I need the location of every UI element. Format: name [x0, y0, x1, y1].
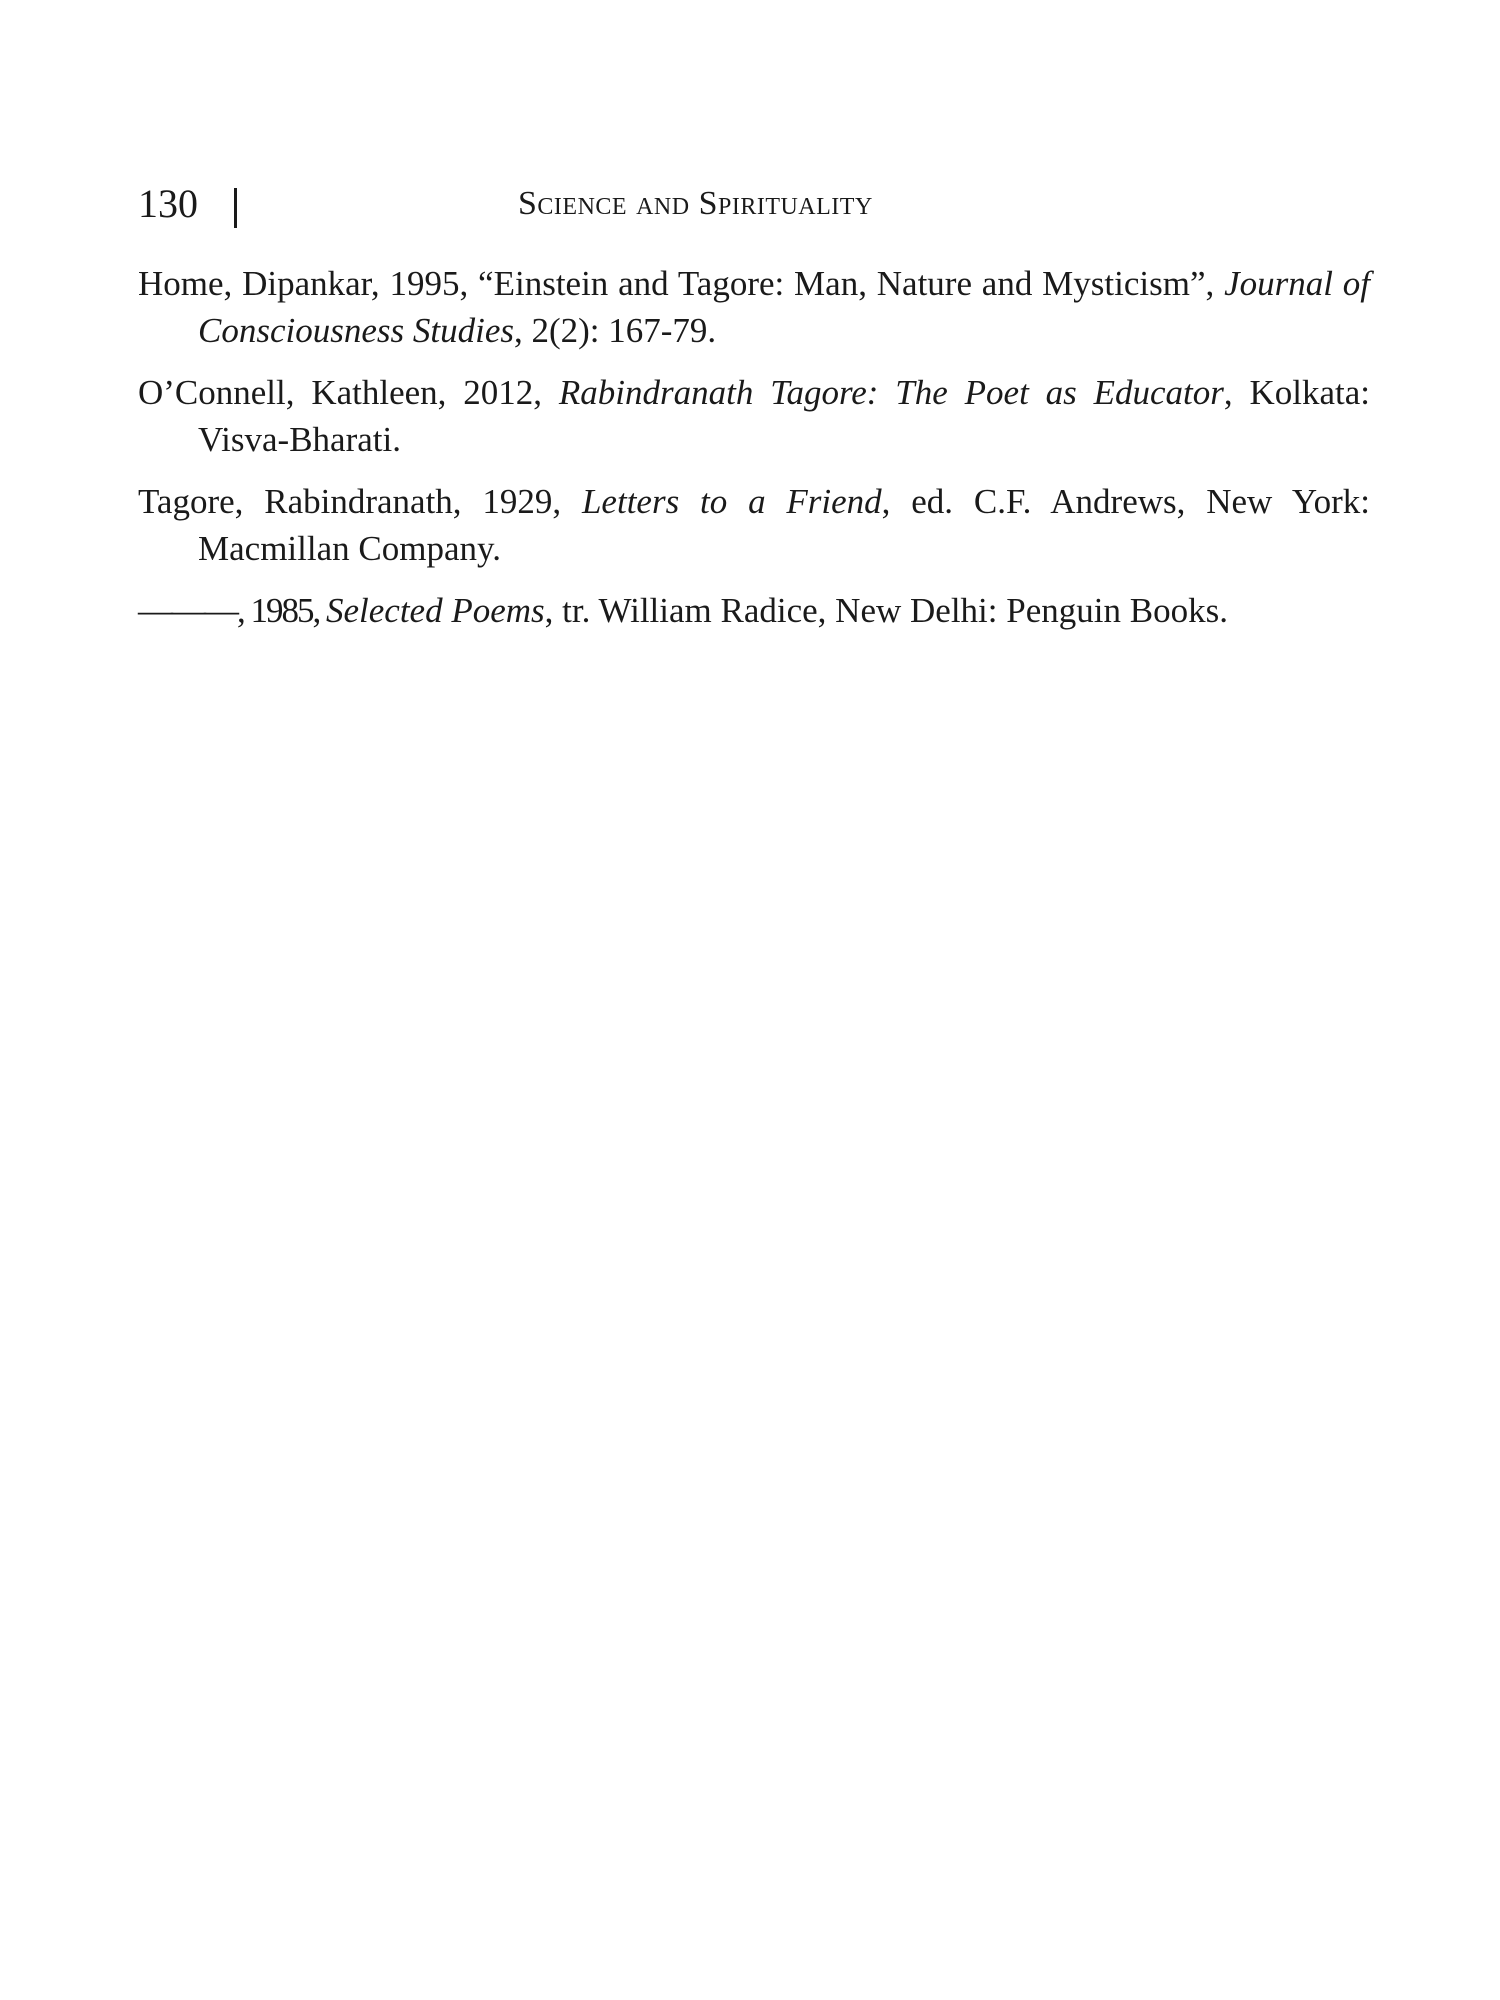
reference-entry [138, 260, 1370, 354]
reference-title: Rabindranath Tagore: The Poet as Educator [558, 373, 1224, 412]
reference-list [138, 260, 1370, 649]
reference-tail: , tr. William Radice, New Delhi: Penguin Books. [544, 591, 1228, 630]
reference-tail: , 2(2): 167-79. [513, 311, 717, 350]
page-number: 130 [138, 181, 198, 226]
reference-entry [138, 478, 1370, 572]
reference-lead: Tagore, Rabindranath, 1929, [138, 482, 582, 521]
reference-entry [138, 369, 1370, 463]
reference-lead: O’Connell, Kathleen, 2012, [138, 373, 559, 412]
header-divider [234, 188, 237, 228]
reference-tail: , Kolkata: Visva-Bharati. [198, 373, 1370, 459]
reference-lead: Home, Dipankar, 1995, “Einstein and Tagore: Man, Nature and Mysticism”, [138, 264, 1225, 303]
reference-entry [138, 587, 1370, 634]
running-title: Science and Spirituality [518, 185, 873, 222]
reference-title: Journal of Consciousness Studies [198, 264, 1370, 350]
reference-lead: ———, 1985, [138, 591, 326, 630]
reference-title: Selected Poems [326, 591, 545, 630]
reference-tail: , ed. C.F. Andrews, New York: Macmillan Company. [198, 482, 1370, 568]
reference-title: Letters to a Friend [581, 482, 882, 521]
running-header [138, 178, 1370, 230]
